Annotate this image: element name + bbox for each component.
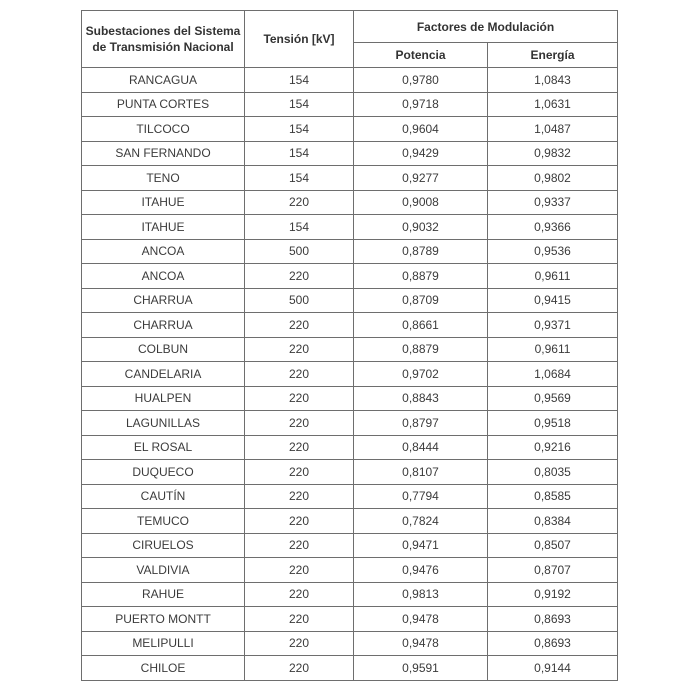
voltage-cell: 220 xyxy=(245,558,354,583)
modulation-factors-table xyxy=(81,10,618,681)
voltage-cell: 220 xyxy=(245,313,354,338)
voltage-cell: 154 xyxy=(245,68,354,93)
power-factor-cell: 0,8789 xyxy=(354,239,488,264)
substation-cell: PUNTA CORTES xyxy=(82,92,245,117)
energy-factor-cell: 0,9371 xyxy=(488,313,618,338)
voltage-cell: 220 xyxy=(245,533,354,558)
power-factor-cell: 0,9032 xyxy=(354,215,488,240)
table-row xyxy=(82,582,618,607)
table-row xyxy=(82,411,618,436)
substation-cell: CHILOE xyxy=(82,656,245,681)
power-factor-cell: 0,9604 xyxy=(354,117,488,142)
energy-factor-cell: 0,8035 xyxy=(488,460,618,485)
substation-cell: ITAHUE xyxy=(82,215,245,240)
energy-factor-cell: 0,8693 xyxy=(488,631,618,656)
voltage-cell: 220 xyxy=(245,435,354,460)
table-row xyxy=(82,68,618,93)
voltage-header: Tensión [kV] xyxy=(245,11,354,68)
substation-cell: COLBUN xyxy=(82,337,245,362)
substation-cell: PUERTO MONTT xyxy=(82,607,245,632)
power-factor-cell: 0,9008 xyxy=(354,190,488,215)
voltage-cell: 154 xyxy=(245,92,354,117)
table-row xyxy=(82,533,618,558)
substation-cell: RANCAGUA xyxy=(82,68,245,93)
substation-cell: SAN FERNANDO xyxy=(82,141,245,166)
table-row xyxy=(82,288,618,313)
voltage-cell: 220 xyxy=(245,411,354,436)
substation-cell: DUQUECO xyxy=(82,460,245,485)
table-row xyxy=(82,313,618,338)
voltage-cell: 154 xyxy=(245,141,354,166)
energy-factor-cell: 1,0631 xyxy=(488,92,618,117)
table-row xyxy=(82,509,618,534)
power-factor-cell: 0,8709 xyxy=(354,288,488,313)
table-row xyxy=(82,117,618,142)
table-row xyxy=(82,656,618,681)
energy-factor-cell: 0,9144 xyxy=(488,656,618,681)
power-factor-cell: 0,8843 xyxy=(354,386,488,411)
substation-cell: CHARRUA xyxy=(82,288,245,313)
power-factor-cell: 0,9471 xyxy=(354,533,488,558)
voltage-cell: 154 xyxy=(245,215,354,240)
substation-cell: TENO xyxy=(82,166,245,191)
energy-factor-cell: 0,9192 xyxy=(488,582,618,607)
energy-factor-cell: 0,8693 xyxy=(488,607,618,632)
power-factor-cell: 0,9429 xyxy=(354,141,488,166)
substation-cell: HUALPEN xyxy=(82,386,245,411)
power-factor-cell: 0,9591 xyxy=(354,656,488,681)
table-body xyxy=(82,68,618,681)
power-factor-cell: 0,9813 xyxy=(354,582,488,607)
voltage-cell: 500 xyxy=(245,288,354,313)
substation-cell: ANCOA xyxy=(82,239,245,264)
energy-factor-cell: 0,9611 xyxy=(488,264,618,289)
power-factor-cell: 0,8879 xyxy=(354,264,488,289)
substation-cell: CANDELARIA xyxy=(82,362,245,387)
substation-header xyxy=(82,11,245,68)
substation-cell: ITAHUE xyxy=(82,190,245,215)
energy-factor-cell: 0,9569 xyxy=(488,386,618,411)
table-row xyxy=(82,215,618,240)
power-header: Potencia xyxy=(354,43,488,68)
table-row xyxy=(82,484,618,509)
energy-factor-cell: 1,0487 xyxy=(488,117,618,142)
modulation-factors-header: Factores de Modulación xyxy=(354,11,618,43)
substation-cell: TEMUCO xyxy=(82,509,245,534)
table-row xyxy=(82,607,618,632)
power-factor-cell: 0,9718 xyxy=(354,92,488,117)
power-factor-cell: 0,8797 xyxy=(354,411,488,436)
voltage-cell: 220 xyxy=(245,337,354,362)
substation-cell: TILCOCO xyxy=(82,117,245,142)
power-factor-cell: 0,9478 xyxy=(354,631,488,656)
power-factor-cell: 0,9478 xyxy=(354,607,488,632)
voltage-cell: 220 xyxy=(245,190,354,215)
voltage-cell: 220 xyxy=(245,607,354,632)
substation-cell: LAGUNILLAS xyxy=(82,411,245,436)
table-row xyxy=(82,166,618,191)
voltage-cell: 500 xyxy=(245,239,354,264)
voltage-cell: 220 xyxy=(245,656,354,681)
substation-cell: CIRUELOS xyxy=(82,533,245,558)
power-factor-cell: 0,9780 xyxy=(354,68,488,93)
table-row xyxy=(82,386,618,411)
energy-factor-cell: 0,9216 xyxy=(488,435,618,460)
voltage-cell: 220 xyxy=(245,362,354,387)
voltage-cell: 220 xyxy=(245,509,354,534)
power-factor-cell: 0,7794 xyxy=(354,484,488,509)
substation-cell: VALDIVIA xyxy=(82,558,245,583)
energy-factor-cell: 0,9366 xyxy=(488,215,618,240)
substation-cell: EL ROSAL xyxy=(82,435,245,460)
power-factor-cell: 0,9702 xyxy=(354,362,488,387)
table-row xyxy=(82,558,618,583)
table-row xyxy=(82,337,618,362)
energy-factor-cell: 0,9415 xyxy=(488,288,618,313)
power-factor-cell: 0,8444 xyxy=(354,435,488,460)
table-row xyxy=(82,362,618,387)
power-factor-cell: 0,9277 xyxy=(354,166,488,191)
substation-cell: CAUTÍN xyxy=(82,484,245,509)
voltage-cell: 220 xyxy=(245,631,354,656)
energy-factor-cell: 0,9611 xyxy=(488,337,618,362)
voltage-cell: 220 xyxy=(245,264,354,289)
voltage-cell: 220 xyxy=(245,386,354,411)
energy-factor-cell: 1,0684 xyxy=(488,362,618,387)
substation-cell: CHARRUA xyxy=(82,313,245,338)
energy-factor-cell: 0,9536 xyxy=(488,239,618,264)
power-factor-cell: 0,7824 xyxy=(354,509,488,534)
power-factor-cell: 0,8879 xyxy=(354,337,488,362)
energy-factor-cell: 0,9337 xyxy=(488,190,618,215)
table-row xyxy=(82,239,618,264)
substation-cell: ANCOA xyxy=(82,264,245,289)
table-row xyxy=(82,92,618,117)
energy-factor-cell: 0,8707 xyxy=(488,558,618,583)
table-row xyxy=(82,264,618,289)
substation-header-line1: Subestaciones del Sistema xyxy=(85,24,241,38)
header-row-top xyxy=(82,11,618,43)
voltage-cell: 154 xyxy=(245,166,354,191)
energy-factor-cell: 0,8585 xyxy=(488,484,618,509)
table-row xyxy=(82,190,618,215)
power-factor-cell: 0,9476 xyxy=(354,558,488,583)
substation-cell: RAHUE xyxy=(82,582,245,607)
voltage-cell: 220 xyxy=(245,460,354,485)
energy-factor-cell: 0,9832 xyxy=(488,141,618,166)
substation-cell: MELIPULLI xyxy=(82,631,245,656)
voltage-cell: 220 xyxy=(245,484,354,509)
table-row xyxy=(82,631,618,656)
substation-header-line2: de Transmisión Nacional xyxy=(92,40,234,54)
table-row xyxy=(82,460,618,485)
power-factor-cell: 0,8107 xyxy=(354,460,488,485)
power-factor-cell: 0,8661 xyxy=(354,313,488,338)
energy-factor-cell: 1,0843 xyxy=(488,68,618,93)
voltage-cell: 154 xyxy=(245,117,354,142)
energy-factor-cell: 0,9518 xyxy=(488,411,618,436)
energy-factor-cell: 0,8507 xyxy=(488,533,618,558)
table-row xyxy=(82,141,618,166)
voltage-cell: 220 xyxy=(245,582,354,607)
energy-factor-cell: 0,8384 xyxy=(488,509,618,534)
energy-header: Energía xyxy=(488,43,618,68)
table-row xyxy=(82,435,618,460)
energy-factor-cell: 0,9802 xyxy=(488,166,618,191)
